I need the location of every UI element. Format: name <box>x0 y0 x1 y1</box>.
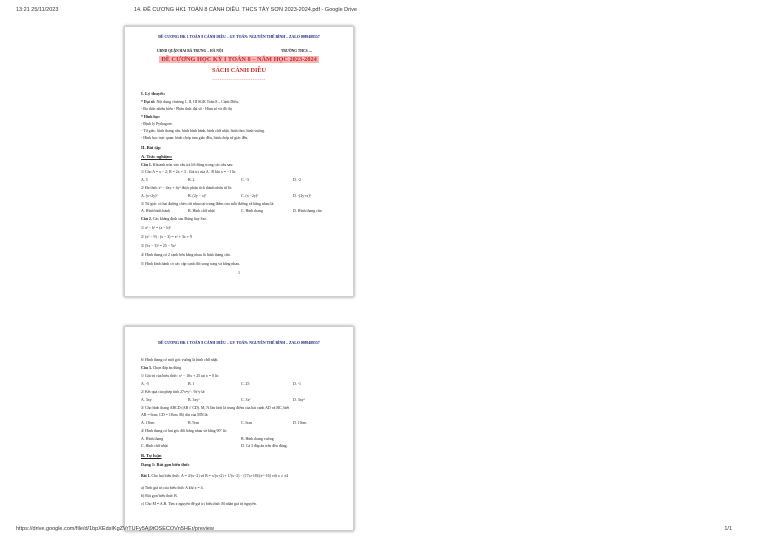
q3-option-a: A. Hình bình hành <box>141 209 170 213</box>
pdf-viewer[interactable] <box>118 26 364 531</box>
subtitle: SÁCH CÁNH DIỀU <box>212 67 266 74</box>
p2-q1-option-c: C. 25 <box>241 382 250 386</box>
p2-q2-question: 2/ Kết quả của phép tính 27x⁴y² : 9x²y là: <box>141 390 206 394</box>
p2-q4-option-c: C. Hình chữ nhật <box>141 444 168 448</box>
p2-q1-option-d: D. -1 <box>293 382 301 386</box>
p2-q1-option-b: B. 1 <box>188 382 195 386</box>
q1-option-d: D. -2 <box>293 178 301 182</box>
divider: ----------------------------- <box>212 77 266 82</box>
print-title: 14. ĐỀ CƯƠNG HK1 TOÁN 8 CÁNH DIỀU. THCS TÂY SƠN 2023-2024.pdf - Google Drive <box>134 7 358 13</box>
p2-q2-option-d: D. 3xy² <box>293 398 305 402</box>
print-footer <box>16 526 752 536</box>
q1-option-b: B. 2 <box>188 178 195 182</box>
dang1-heading: Dạng 1: Rút gọn biểu thức <box>141 462 190 467</box>
q1-question: 1/ Cho A = x − 2; B = 2x + 3 . Giá trị của A . B khi x = −1 là: <box>141 170 236 174</box>
p2-q3-option-c: C. 6cm <box>241 421 253 425</box>
q2-option-c: C. (x −2y)² <box>241 194 259 198</box>
p2-q4-question: 4/ Hình thang có hai góc đối bằng nhau và bằng 90° là: <box>141 429 227 433</box>
cau2-item-4: 4/ Hình thang có 2 cạnh bên bằng nhau là hình thang cân. <box>141 253 231 257</box>
p2-q3-option-b: B. 9cm <box>188 421 200 425</box>
hinh-hoc-item-3: - Hình học trực quan: hình chóp tam giác đều, hình chóp tứ giác đều. <box>141 136 249 140</box>
hinh-hoc-item-2: - Tứ giác: hình thang cân, hình bình hành, hình chữ nhật, hình thoi, hình vuông. <box>141 129 266 133</box>
print-header <box>16 7 752 17</box>
dai-so-items: - Đa thức nhiều biến - Phân thức đại số - Hàm số và đồ thị <box>141 107 232 111</box>
ubnd-label: UBND QUẬN HAI BÀ TRƯNG – HÀ NỘI <box>157 49 223 53</box>
main-title: ĐỀ CƯƠNG HỌC KỲ I TOÁN 8 – NĂM HỌC 2023-2024 <box>161 56 317 63</box>
cau2-item-2: 2/ (x² − 9) : (x − 3) = x² + 3x + 9 <box>141 235 192 239</box>
hinh-hoc-label: * Hình học: <box>141 115 161 119</box>
page-number: 1 <box>238 270 240 275</box>
cau2: Câu 2. Các khẳng định sau Đúng hay Sai: <box>141 217 207 221</box>
section-exercises: II. Bài tập <box>141 145 161 150</box>
q2-option-d: D. -(2y+x)² <box>293 194 311 198</box>
q2-option-a: A. (x+2y)² <box>141 194 158 198</box>
school-label: TRƯỜNG THCS .... <box>281 49 313 53</box>
cau2-item-3: 3/ (5x − 3)² = 25 − 5x² <box>141 244 176 248</box>
p2-q4-option-b: B. Hình thang vuông <box>241 437 274 441</box>
section-essay: B. Tự luận <box>141 453 162 458</box>
p2-q3-option-d: D. 10cm <box>293 421 307 425</box>
q3-option-c: C. Hình thang <box>241 209 263 213</box>
cau2-item-6: 6/ Hình thang có một góc vuông là hình chữ nhật. <box>141 358 219 362</box>
q2-option-b: B. (2y − x)² <box>188 194 207 198</box>
section-multiple-choice: A. Trắc nghiệm: <box>141 154 173 159</box>
print-datetime: 13:21 25/11/2023 <box>16 7 59 13</box>
cau2-item-5: 5/ Hình bình hành có các cặp cạnh đối song song và bằng nhau. <box>141 262 240 266</box>
pdf-page-1 <box>124 26 354 297</box>
p2-q1-option-a: A. -5 <box>141 382 149 386</box>
p2-q4-option-a: A. Hình thang <box>141 437 164 441</box>
dai-so-line: * Đại số: Nội dung chương 1, II, III SGK Toán 8 – Cánh Diều. <box>141 100 239 104</box>
p2-q2-option-b: B. 3xy² <box>188 398 200 402</box>
p2-q3-question-b: AB = 6cm; CD = 18cm. Độ dài của MN là: <box>141 413 209 417</box>
bai1: Bài 1. Cho hai biểu thức: A = 4/(x−2) và B = x/(x+2) + 1/(x−2) − (17x+18)/(x²−16) với x ≠ ±4 <box>141 474 289 478</box>
p2-q3-option-a: A. 18cm <box>141 421 155 425</box>
cau2-item-1: 1/ a² − b² = (a − b)² <box>141 226 171 230</box>
q3-option-b: B. Hình chữ nhật <box>188 209 215 213</box>
hinh-hoc-item-1: - Định lý Pythagore. <box>141 122 173 126</box>
bai1-b: b) Rút gọn biểu thức B. <box>141 494 178 498</box>
cau1: Câu 1. Khoanh tròn vào câu trả lời đúng trong các câu sau: <box>141 163 234 167</box>
bai1-a: a) Tính giá trị của biểu thức A khi x = 4. <box>141 486 204 490</box>
q1-option-a: A. 5 <box>141 178 148 182</box>
p2-q1-question: 1/ Giá trị của biểu thức: x² − 10x + 25 tại x = 0 là: <box>141 374 219 378</box>
p2-q4-option-d: D. Cả 3 đáp án trên đều đúng. <box>241 444 288 448</box>
doc-header: ĐỀ CƯƠNG HK 1 TOÁN 8 CÁNH DIỀU – GV TOÁN: NGUYỄN THẾ BÌNH – ZALO 0989488557 <box>158 35 320 39</box>
q3-question: 3/ Tứ giác có hai đường chéo cắt nhau tại trung điểm của mỗi đường và bằng nhau là: <box>141 202 275 206</box>
q2-question: 2/ Đa thức x² − 4xy + 4y² được phân tích thành nhân tử là: <box>141 186 232 190</box>
q1-option-c: C. -3 <box>241 178 249 182</box>
section-theory: I. Lý thuyết: <box>141 91 166 96</box>
bai1-c: c) Cho M = A.B. Tìm x nguyên để giá trị biểu thức M nhận giá trị nguyên. <box>141 502 257 506</box>
pdf-page-2 <box>124 326 354 531</box>
p2-q3-question-a: 3/ Cho hình thang ABCD (AB // CD). M, N lần lượt là trung điểm của hai cạnh AD và BC, biết <box>141 406 290 410</box>
doc-header: ĐỀ CƯƠNG HK 1 TOÁN 8 CÁNH DIỀU – GV TOÁN: NGUYỄN THẾ BÌNH – ZALO 0989488557 <box>158 341 320 345</box>
q3-option-d: D. Hình thang cân <box>293 209 322 213</box>
p2-q2-option-a: A. 3xy <box>141 398 152 402</box>
cau3: Câu 3. Chọn đáp án đúng <box>141 366 182 370</box>
print-page-count: 1/1 <box>724 526 732 532</box>
p2-q2-option-c: C. 3x² <box>241 398 251 402</box>
print-url: https://drive.google.com/file/d/1bpXEdsIKgZVrTUFy5Aj9tOSECOVn5HEr/preview <box>16 526 214 532</box>
